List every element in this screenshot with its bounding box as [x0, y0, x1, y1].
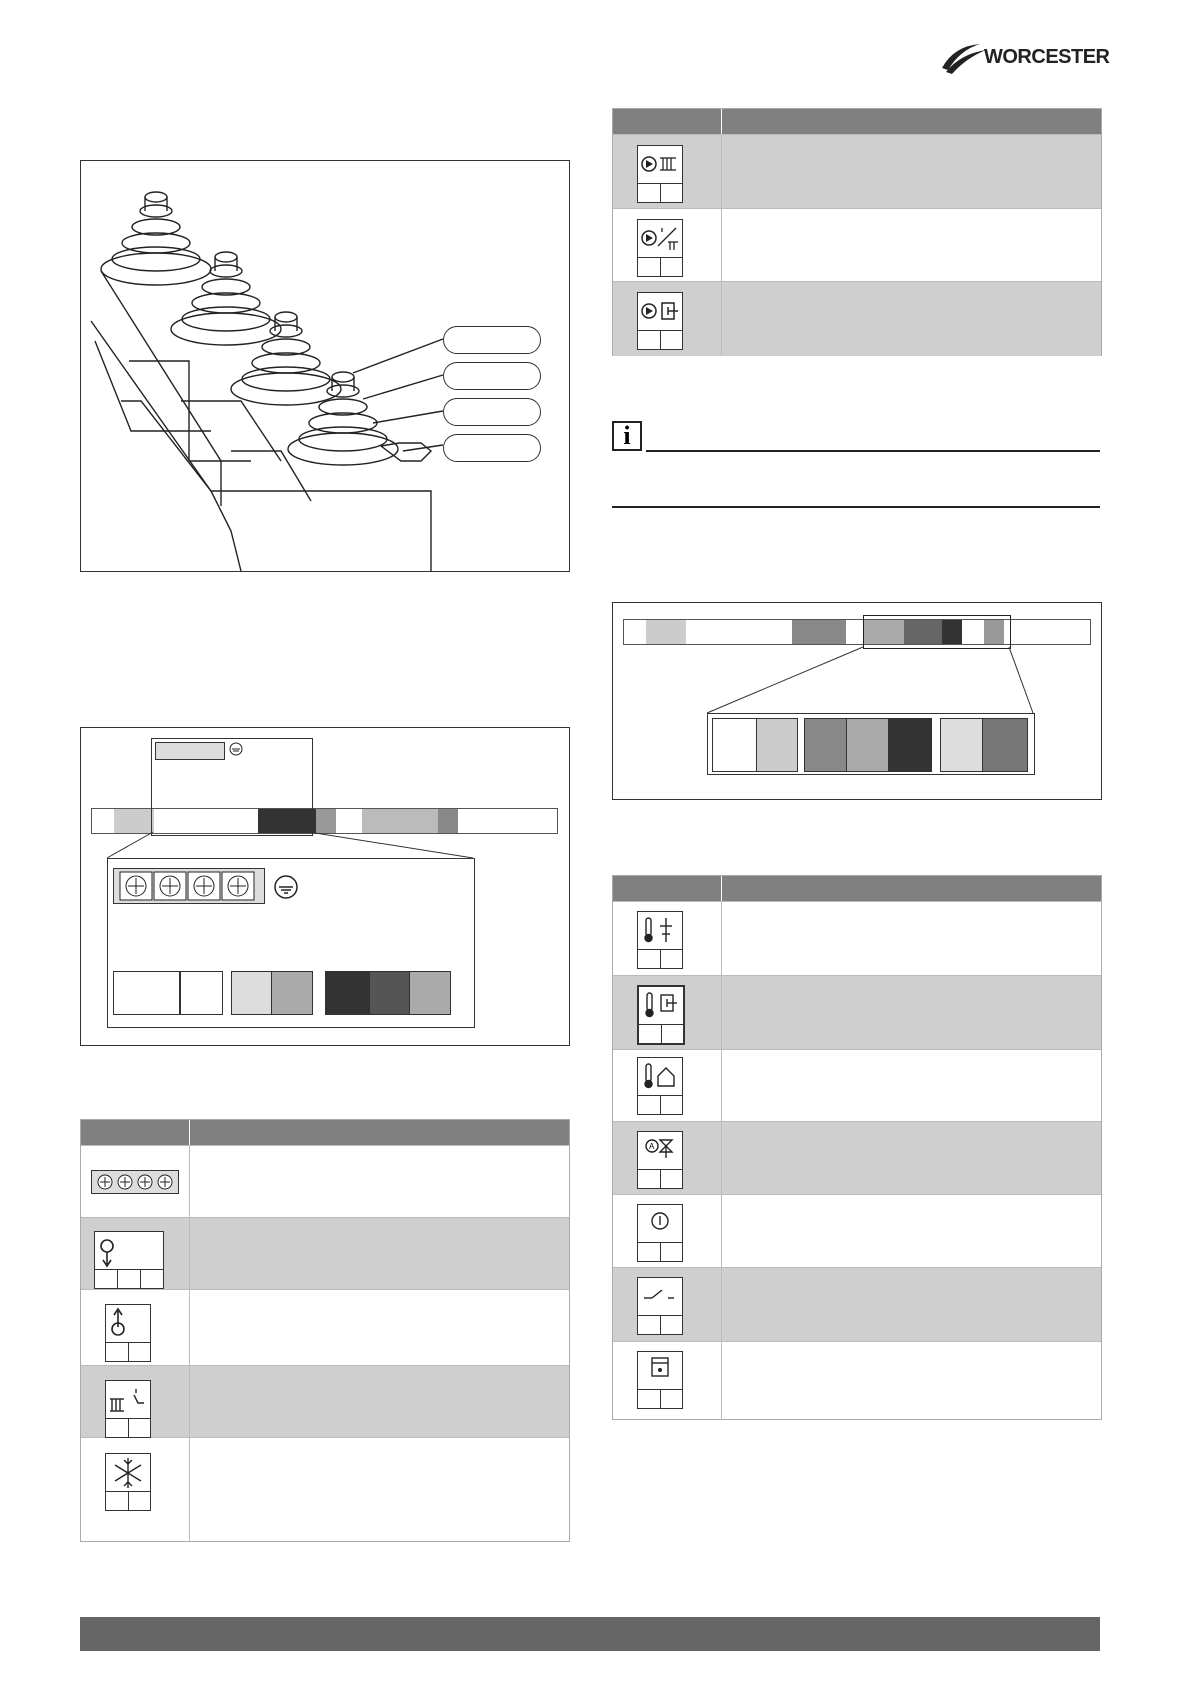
heating-hot-water-icon — [105, 1380, 151, 1438]
callout-label-3 — [443, 398, 541, 426]
figure-low-voltage-terminal-strip — [612, 602, 1102, 800]
table-row — [613, 281, 1101, 356]
mains-out-terminal — [179, 971, 223, 1015]
pump-terminal-2 — [369, 971, 411, 1015]
table-header — [81, 1120, 569, 1145]
pump-heating-icon — [637, 145, 683, 203]
info-icon: i — [612, 421, 642, 451]
low-voltage-symbol-table — [612, 875, 1102, 1420]
table-row — [613, 134, 1101, 209]
terminal-screws-icon — [114, 869, 264, 903]
switch-contact-icon — [637, 1277, 683, 1335]
zoom-segment — [888, 718, 932, 772]
terminal-block-icon — [91, 1170, 179, 1194]
figure-cable-grommets — [80, 160, 570, 572]
mains-in-icon — [94, 1231, 164, 1289]
mains-in-terminal — [113, 971, 181, 1015]
low-voltage-zoom-panel — [707, 713, 1035, 775]
table-row — [613, 1121, 1101, 1195]
note-rule-bottom — [612, 506, 1100, 508]
pump-external-icon — [637, 292, 683, 350]
figure-mains-terminal-strip — [80, 727, 570, 1046]
note-rule-top — [646, 450, 1100, 452]
callout-label-2 — [443, 362, 541, 390]
sensor-cylinder-icon — [637, 911, 683, 969]
table-row — [81, 1437, 569, 1542]
outdoor-sensor-icon — [637, 1057, 683, 1115]
terminal-block-large — [113, 868, 265, 904]
table-header — [613, 109, 1101, 134]
zoom-segment — [940, 718, 984, 772]
table-row — [81, 1289, 569, 1366]
table-row — [613, 1194, 1101, 1268]
zoom-segment — [756, 718, 798, 772]
frost-terminal — [271, 971, 313, 1015]
zoom-segment — [846, 718, 890, 772]
pump-terminal-1 — [325, 971, 371, 1015]
heating-terminal — [231, 971, 273, 1015]
callout-label-1 — [443, 326, 541, 354]
room-controller-icon — [637, 1351, 683, 1409]
zoom-segment — [804, 718, 848, 772]
table-row — [613, 208, 1101, 282]
mains-out-icon — [105, 1304, 151, 1362]
brand-name: WORCESTER — [984, 46, 1110, 68]
earth-large-icon — [273, 874, 299, 900]
frost-icon — [105, 1453, 151, 1511]
table-row — [613, 901, 1101, 976]
table-header — [613, 876, 1101, 901]
left-symbol-table — [80, 1119, 570, 1542]
pump-diverter-icon — [637, 219, 683, 277]
table-row — [613, 1049, 1101, 1122]
pump-symbol-table — [612, 108, 1102, 356]
pump-terminal-3 — [409, 971, 451, 1015]
callout-label-4 — [443, 434, 541, 462]
svg-text:A: A — [649, 1142, 655, 1151]
table-row — [81, 1365, 569, 1438]
table-row — [613, 975, 1101, 1050]
zoom-segment — [982, 718, 1028, 772]
brand-swoosh-icon — [940, 40, 988, 74]
sensor-external-icon — [637, 985, 685, 1045]
table-row — [613, 1341, 1101, 1420]
zoom-segment — [712, 718, 758, 772]
mixing-valve-icon — [637, 1131, 683, 1189]
power-switch-icon — [637, 1204, 683, 1262]
footer-bar — [80, 1617, 1100, 1651]
brand-logo — [940, 40, 1110, 74]
table-row — [613, 1267, 1101, 1342]
